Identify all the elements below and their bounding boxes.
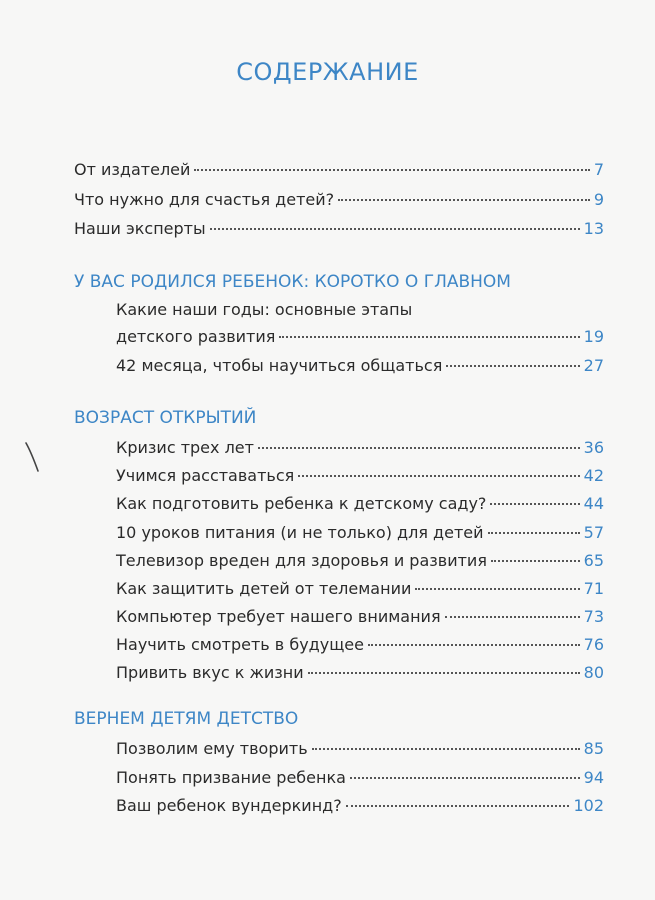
toc-entry[interactable]: [116, 466, 604, 488]
entry-label: Компьютер требует нашего внимания: [116, 607, 441, 626]
page-number: 42: [583, 466, 604, 485]
dot-leader: [312, 748, 580, 750]
toc-entry[interactable]: [116, 739, 604, 761]
toc-entry[interactable]: [116, 796, 604, 818]
entry-label: Научить смотреть в будущее: [116, 635, 364, 654]
toc-entry[interactable]: [74, 160, 604, 182]
entry-label: Понять призвание ребенка: [116, 768, 346, 787]
page-number: 7: [593, 160, 604, 179]
entry-label-line: Какие наши годы: основные этапы: [116, 300, 413, 319]
entry-label: От издателей: [74, 160, 191, 179]
dot-leader: [346, 805, 570, 807]
entry-label: Как защитить детей от телемании: [116, 579, 412, 598]
dot-leader: [490, 503, 579, 505]
section-heading: ВОЗРАСТ ОТКРЫТИЙ: [74, 408, 257, 428]
dot-leader: [368, 644, 580, 646]
dot-leader: [488, 532, 580, 534]
dot-leader: [258, 447, 580, 449]
dot-leader: [298, 475, 579, 477]
page-number: 27: [583, 356, 604, 375]
entry-label: 42 месяца, чтобы научиться общаться: [116, 356, 443, 375]
toc-entry[interactable]: [116, 494, 604, 516]
dot-leader: [279, 336, 579, 338]
page-number: 44: [583, 494, 604, 513]
dot-leader: [308, 672, 580, 674]
page-number: 36: [583, 438, 604, 457]
dot-leader: [491, 560, 580, 562]
toc-entry[interactable]: [116, 356, 604, 378]
dot-leader: [194, 169, 589, 171]
page-number: 80: [583, 663, 604, 682]
dot-leader: [210, 228, 580, 230]
toc-entry[interactable]: [74, 219, 604, 241]
pencil-mark: [22, 440, 44, 474]
toc-entry[interactable]: [74, 190, 604, 212]
section-heading: У ВАС РОДИЛСЯ РЕБЕНОК: КОРОТКО О ГЛАВНОМ: [74, 272, 511, 292]
entry-label: Учимся расставаться: [116, 466, 295, 485]
page-number: 9: [593, 190, 604, 209]
page-number: 19: [583, 327, 604, 346]
dot-leader: [415, 588, 579, 590]
toc-entry[interactable]: [116, 327, 604, 349]
entry-label: Наши эксперты: [74, 219, 206, 238]
entry-label: Что нужно для счастья детей?: [74, 190, 335, 209]
toc-entry[interactable]: [116, 663, 604, 685]
dot-leader: [446, 365, 579, 367]
toc-entry[interactable]: [116, 635, 604, 657]
page-number: 65: [583, 551, 604, 570]
toc-entry[interactable]: [116, 551, 604, 573]
page-number: 57: [583, 523, 604, 542]
section-heading: ВЕРНЕМ ДЕТЯМ ДЕТСТВО: [74, 709, 299, 729]
entry-label: Телевизор вреден для здоровья и развития: [116, 551, 487, 570]
page-number: 94: [583, 768, 604, 787]
toc-entry[interactable]: [116, 579, 604, 601]
toc-entry[interactable]: [116, 523, 604, 545]
entry-label: Позволим ему творить: [116, 739, 308, 758]
dot-leader: [445, 616, 580, 618]
page-number: 85: [583, 739, 604, 758]
entry-label: Ваш ребенок вундеркинд?: [116, 796, 342, 815]
toc-entry[interactable]: [116, 768, 604, 790]
page-number: 102: [573, 796, 604, 815]
page-number: 76: [583, 635, 604, 654]
entry-label: детского развития: [116, 327, 276, 346]
toc-entry[interactable]: [116, 607, 604, 629]
page-number: 71: [583, 579, 604, 598]
entry-label: Кризис трех лет: [116, 438, 254, 457]
entry-label: 10 уроков питания (и не только) для детей: [116, 523, 484, 542]
page-number: 13: [583, 219, 604, 238]
entry-label: Как подготовить ребенка к детскому саду?: [116, 494, 487, 513]
entry-label: Привить вкус к жизни: [116, 663, 304, 682]
dot-leader: [338, 199, 590, 201]
toc-entry[interactable]: [116, 438, 604, 460]
page-number: 73: [583, 607, 604, 626]
dot-leader: [350, 777, 580, 779]
toc-title: СОДЕРЖАНИЕ: [236, 58, 419, 86]
